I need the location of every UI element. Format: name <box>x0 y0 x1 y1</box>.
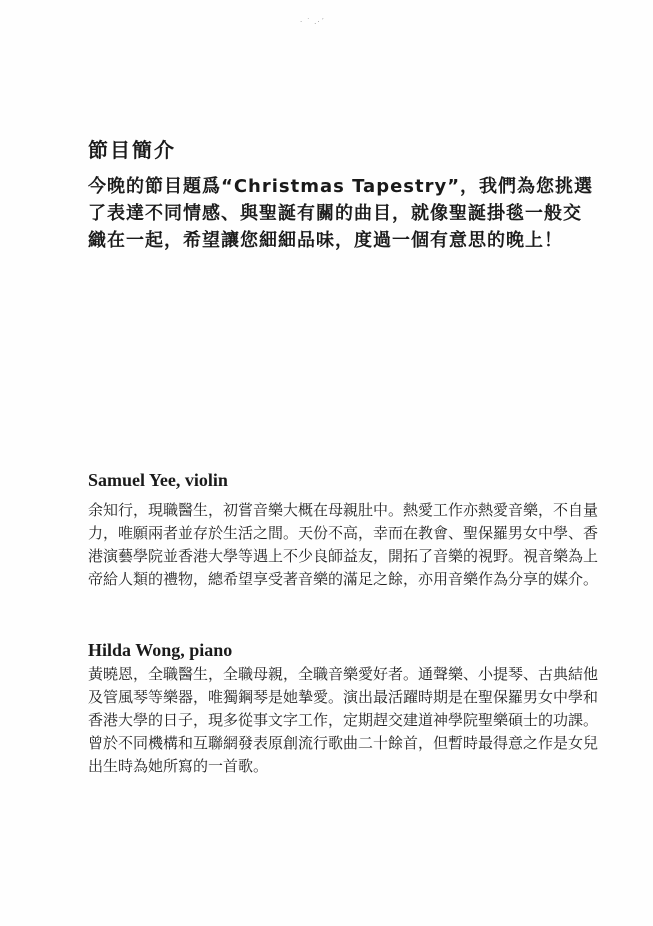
performer-bio-hilda <box>88 640 608 778</box>
performer-name: Samuel Yee, violin <box>88 470 228 490</box>
performer-biography: 余知行，現職醫生，初嘗音樂大概在母親肚中。熱愛工作亦熱愛音樂，不自量力，唯願兩者並存於生活之間。天份不高，幸而在教會、聖保羅男女中學、香港演藝學院並香港大學等遇上不少良師益友，開拓了音樂的視野。視音樂為上帝給人類的禮物，總希望享受著音樂的滿足之餘，亦用音樂作為分享的媒介。 <box>88 501 599 588</box>
performer-biography: 黃曉恩，全職醫生，全職母親，全職音樂愛好者。通聲樂、小提琴、古典結他及管風琴等樂器，唯獨鋼琴是她摯愛。演出最活躍時期是在聖保羅男女中學和香港大學的日子，現多從事文字工作，定期趕交建道神學院聖樂碩士的功課。曾於不同機構和互聯網發表原創流行歌曲二十餘首，但暫時最得意之作是女兒出生時為她所寫的一首歌。 <box>88 665 599 775</box>
performer-name: Hilda Wong, piano <box>88 640 233 660</box>
scan-mark: · ˙ .·´ <box>300 18 326 26</box>
programme-heading: 節目簡介 <box>88 138 176 162</box>
performer-bio-samuel <box>88 470 608 591</box>
programme-description: 今晚的節目題爲“Christmas Tapestry”，我們為您挑選了表達不同情感、與聖誕有關的曲目，就像聖誕掛毯一般交織在一起，希望讓您細細品味，度過一個有意思的晚上！ <box>88 176 594 251</box>
programme-introduction <box>88 134 598 254</box>
